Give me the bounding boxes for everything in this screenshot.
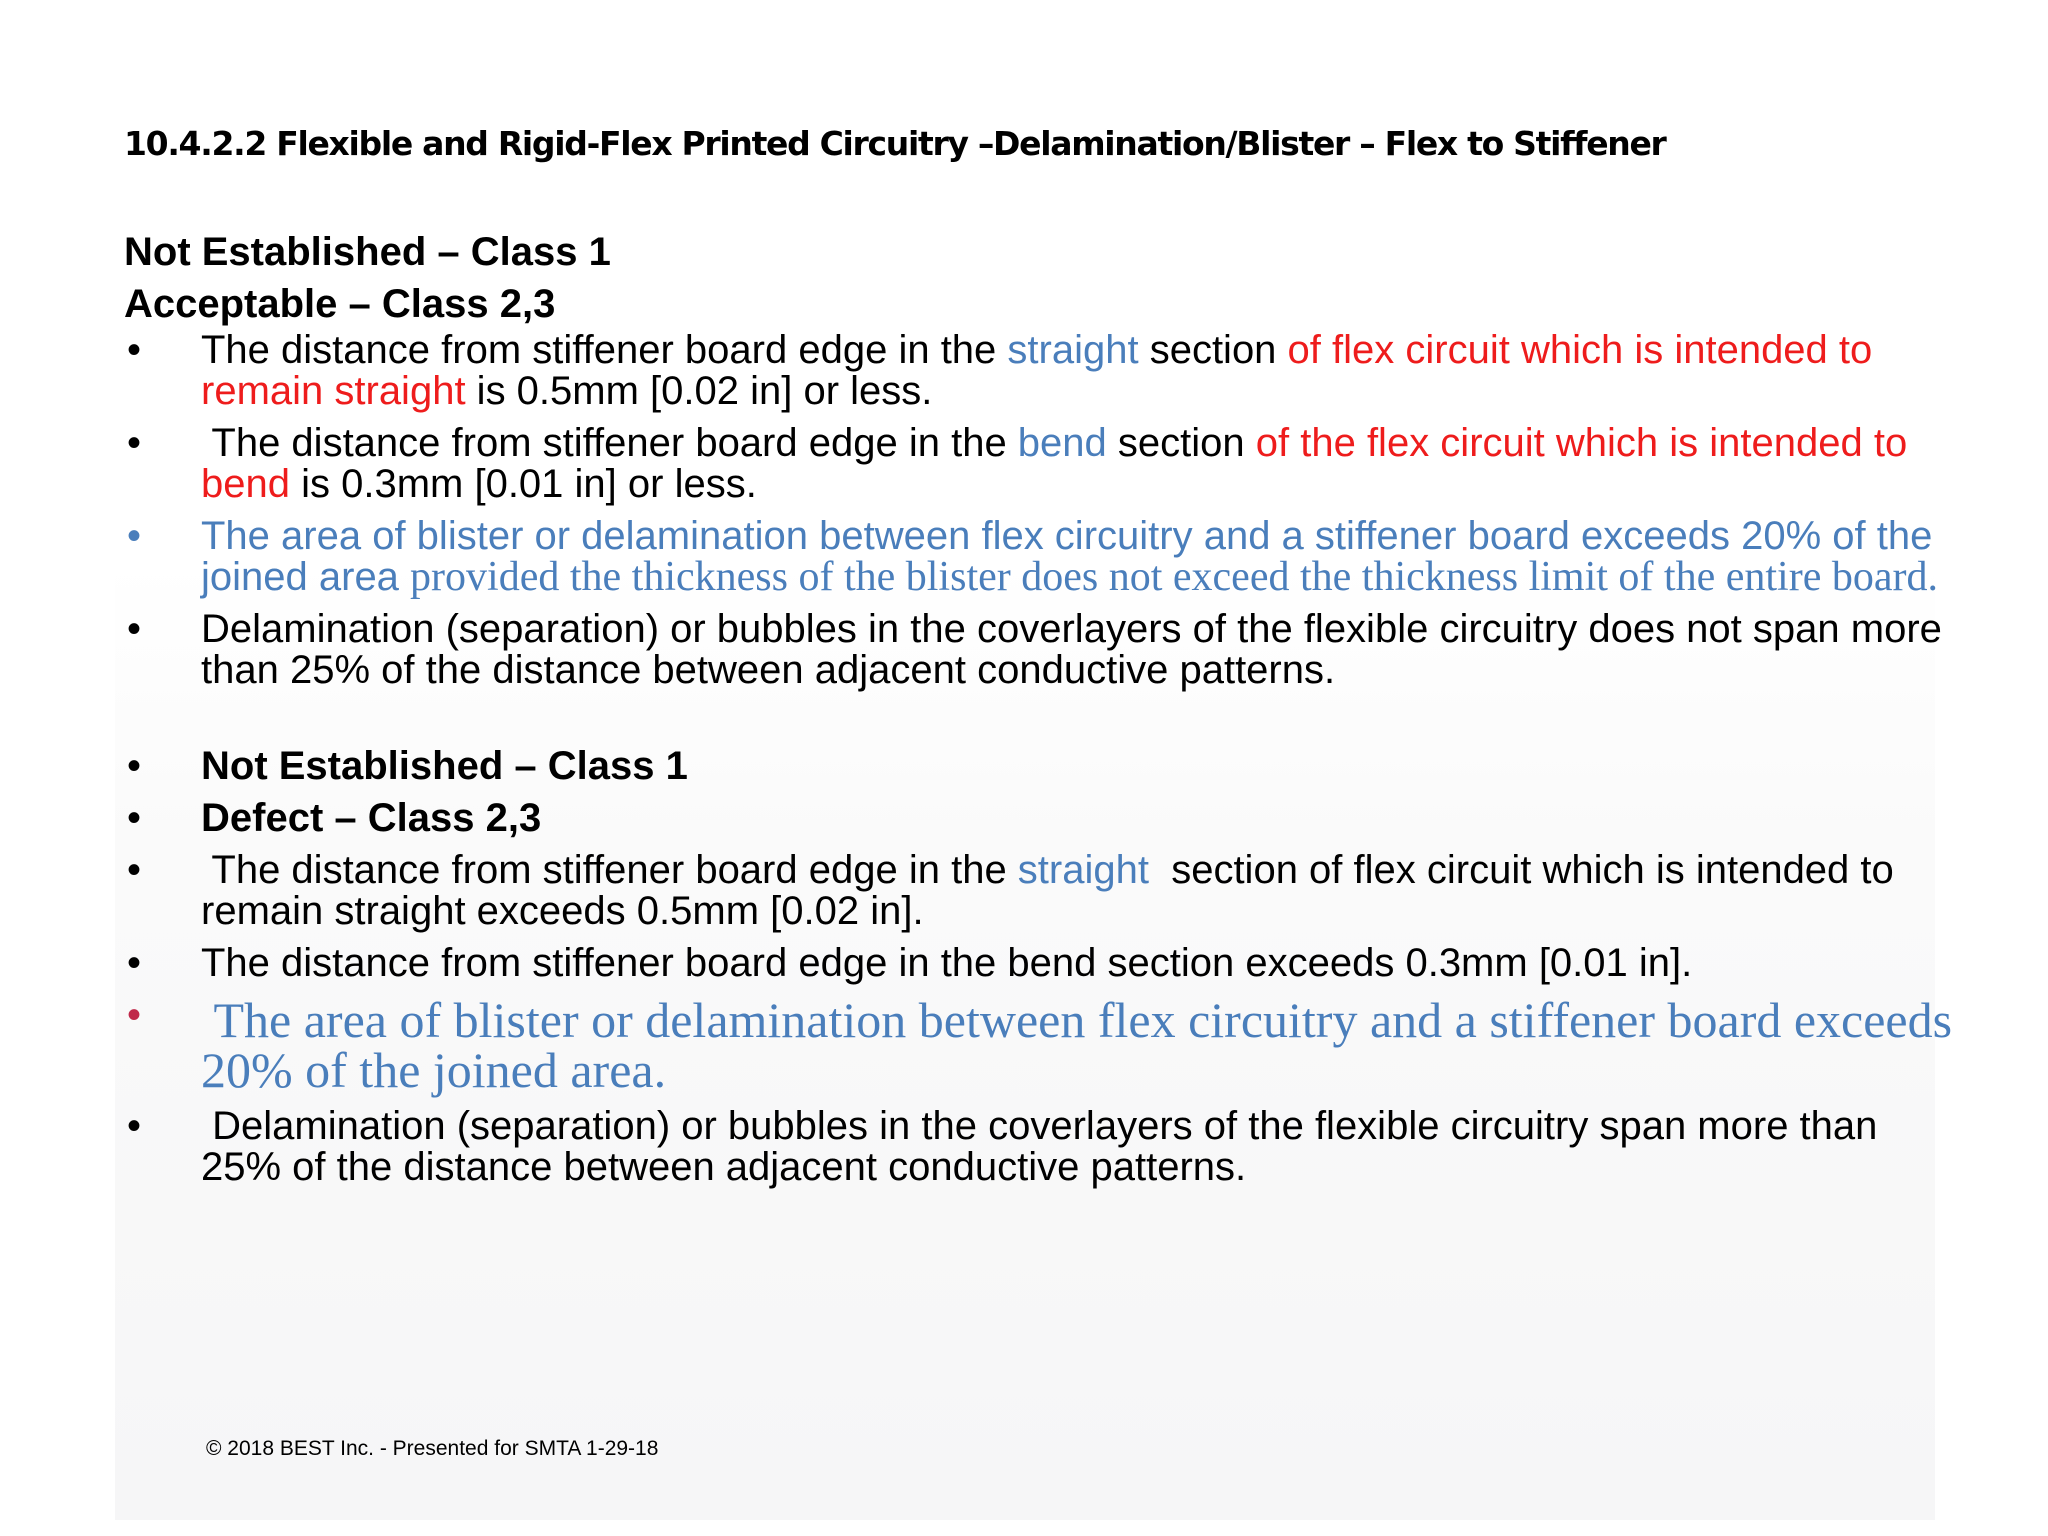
bullet-text: Not Established – Class 1 (201, 744, 688, 788)
bullet-marker: • (127, 1104, 142, 1148)
section-gap (124, 691, 1954, 735)
bullet-marker: • (127, 328, 142, 372)
defect-bullet-coverlayer (124, 1106, 1954, 1188)
defect-bullet-not-established (124, 746, 1954, 787)
bullet-text: The distance from stiffener board edge in the bend section exceeds 0.3mm [0.01 in]. (201, 941, 1693, 985)
bullet-marker: • (127, 941, 142, 985)
bullet-marker: • (127, 796, 142, 840)
bullet-text: The area of blister or delamination between flex circuitry and a stiffener board exceeds 20% of the joined area provided the thickness of the blister does not exceed the thickness limit of the entire board. (201, 514, 1938, 600)
defect-bullet-defect-class23 (124, 798, 1954, 839)
bullet-text: The distance from stiffener board edge in the straight section of flex circuit which is intended to remain straight is 0.5mm [0.02 in] or less. (201, 328, 1873, 413)
bullet-text: The area of blister or delamination between flex circuitry and a stiffener board exceeds 20% of the joined area. (201, 992, 1965, 1098)
bullet-text: The distance from stiffener board edge in the straight section of flex circuit which is intended to remain straight exceeds 0.5mm [0.02 in]. (201, 848, 1905, 933)
slide-title: 10.4.2.2 Flexible and Rigid-Flex Printed Circuitry –Delamination/Blister – Flex to Stiffener (124, 124, 1666, 163)
defect-bullet-straight (124, 850, 1954, 932)
defect-bullet-blister-area (124, 992, 1965, 1098)
acceptable-bullet-straight (124, 330, 1954, 412)
bullet-marker: • (127, 514, 142, 558)
bullet-marker: • (127, 993, 142, 1037)
bullet-marker: • (127, 744, 142, 788)
bullet-text: Delamination (separation) or bubbles in the coverlayers of the flexible circuitry span more than 25% of the distance between adjacent conductive patterns. (201, 1104, 1889, 1189)
bullet-text: Defect – Class 2,3 (201, 796, 542, 840)
acceptable-bullet-bend (124, 423, 1954, 505)
footer-copyright: © 2018 BEST Inc. - Presented for SMTA 1-29-18 (206, 1437, 659, 1460)
acceptable-bullet-blister-area (124, 516, 1954, 598)
acceptable-bullet-coverlayer (124, 609, 1954, 691)
bullet-text: Delamination (separation) or bubbles in the coverlayers of the flexible circuitry does not span more than 25% of the distance between adjacent conductive patterns. (201, 607, 1942, 692)
bullet-text: The distance from stiffener board edge in the bend section of the flex circuit which is intended to bend is 0.3mm [0.01 in] or less. (201, 421, 1908, 506)
heading-acceptable-class23: Acceptable – Class 2,3 (124, 282, 556, 326)
heading-not-established-class1: Not Established – Class 1 (124, 230, 611, 274)
defect-bullet-bend (124, 943, 1954, 984)
bullet-marker: • (127, 848, 142, 892)
bullet-marker: • (127, 421, 142, 465)
bullet-marker: • (127, 607, 142, 651)
slide-content (124, 226, 1965, 1189)
